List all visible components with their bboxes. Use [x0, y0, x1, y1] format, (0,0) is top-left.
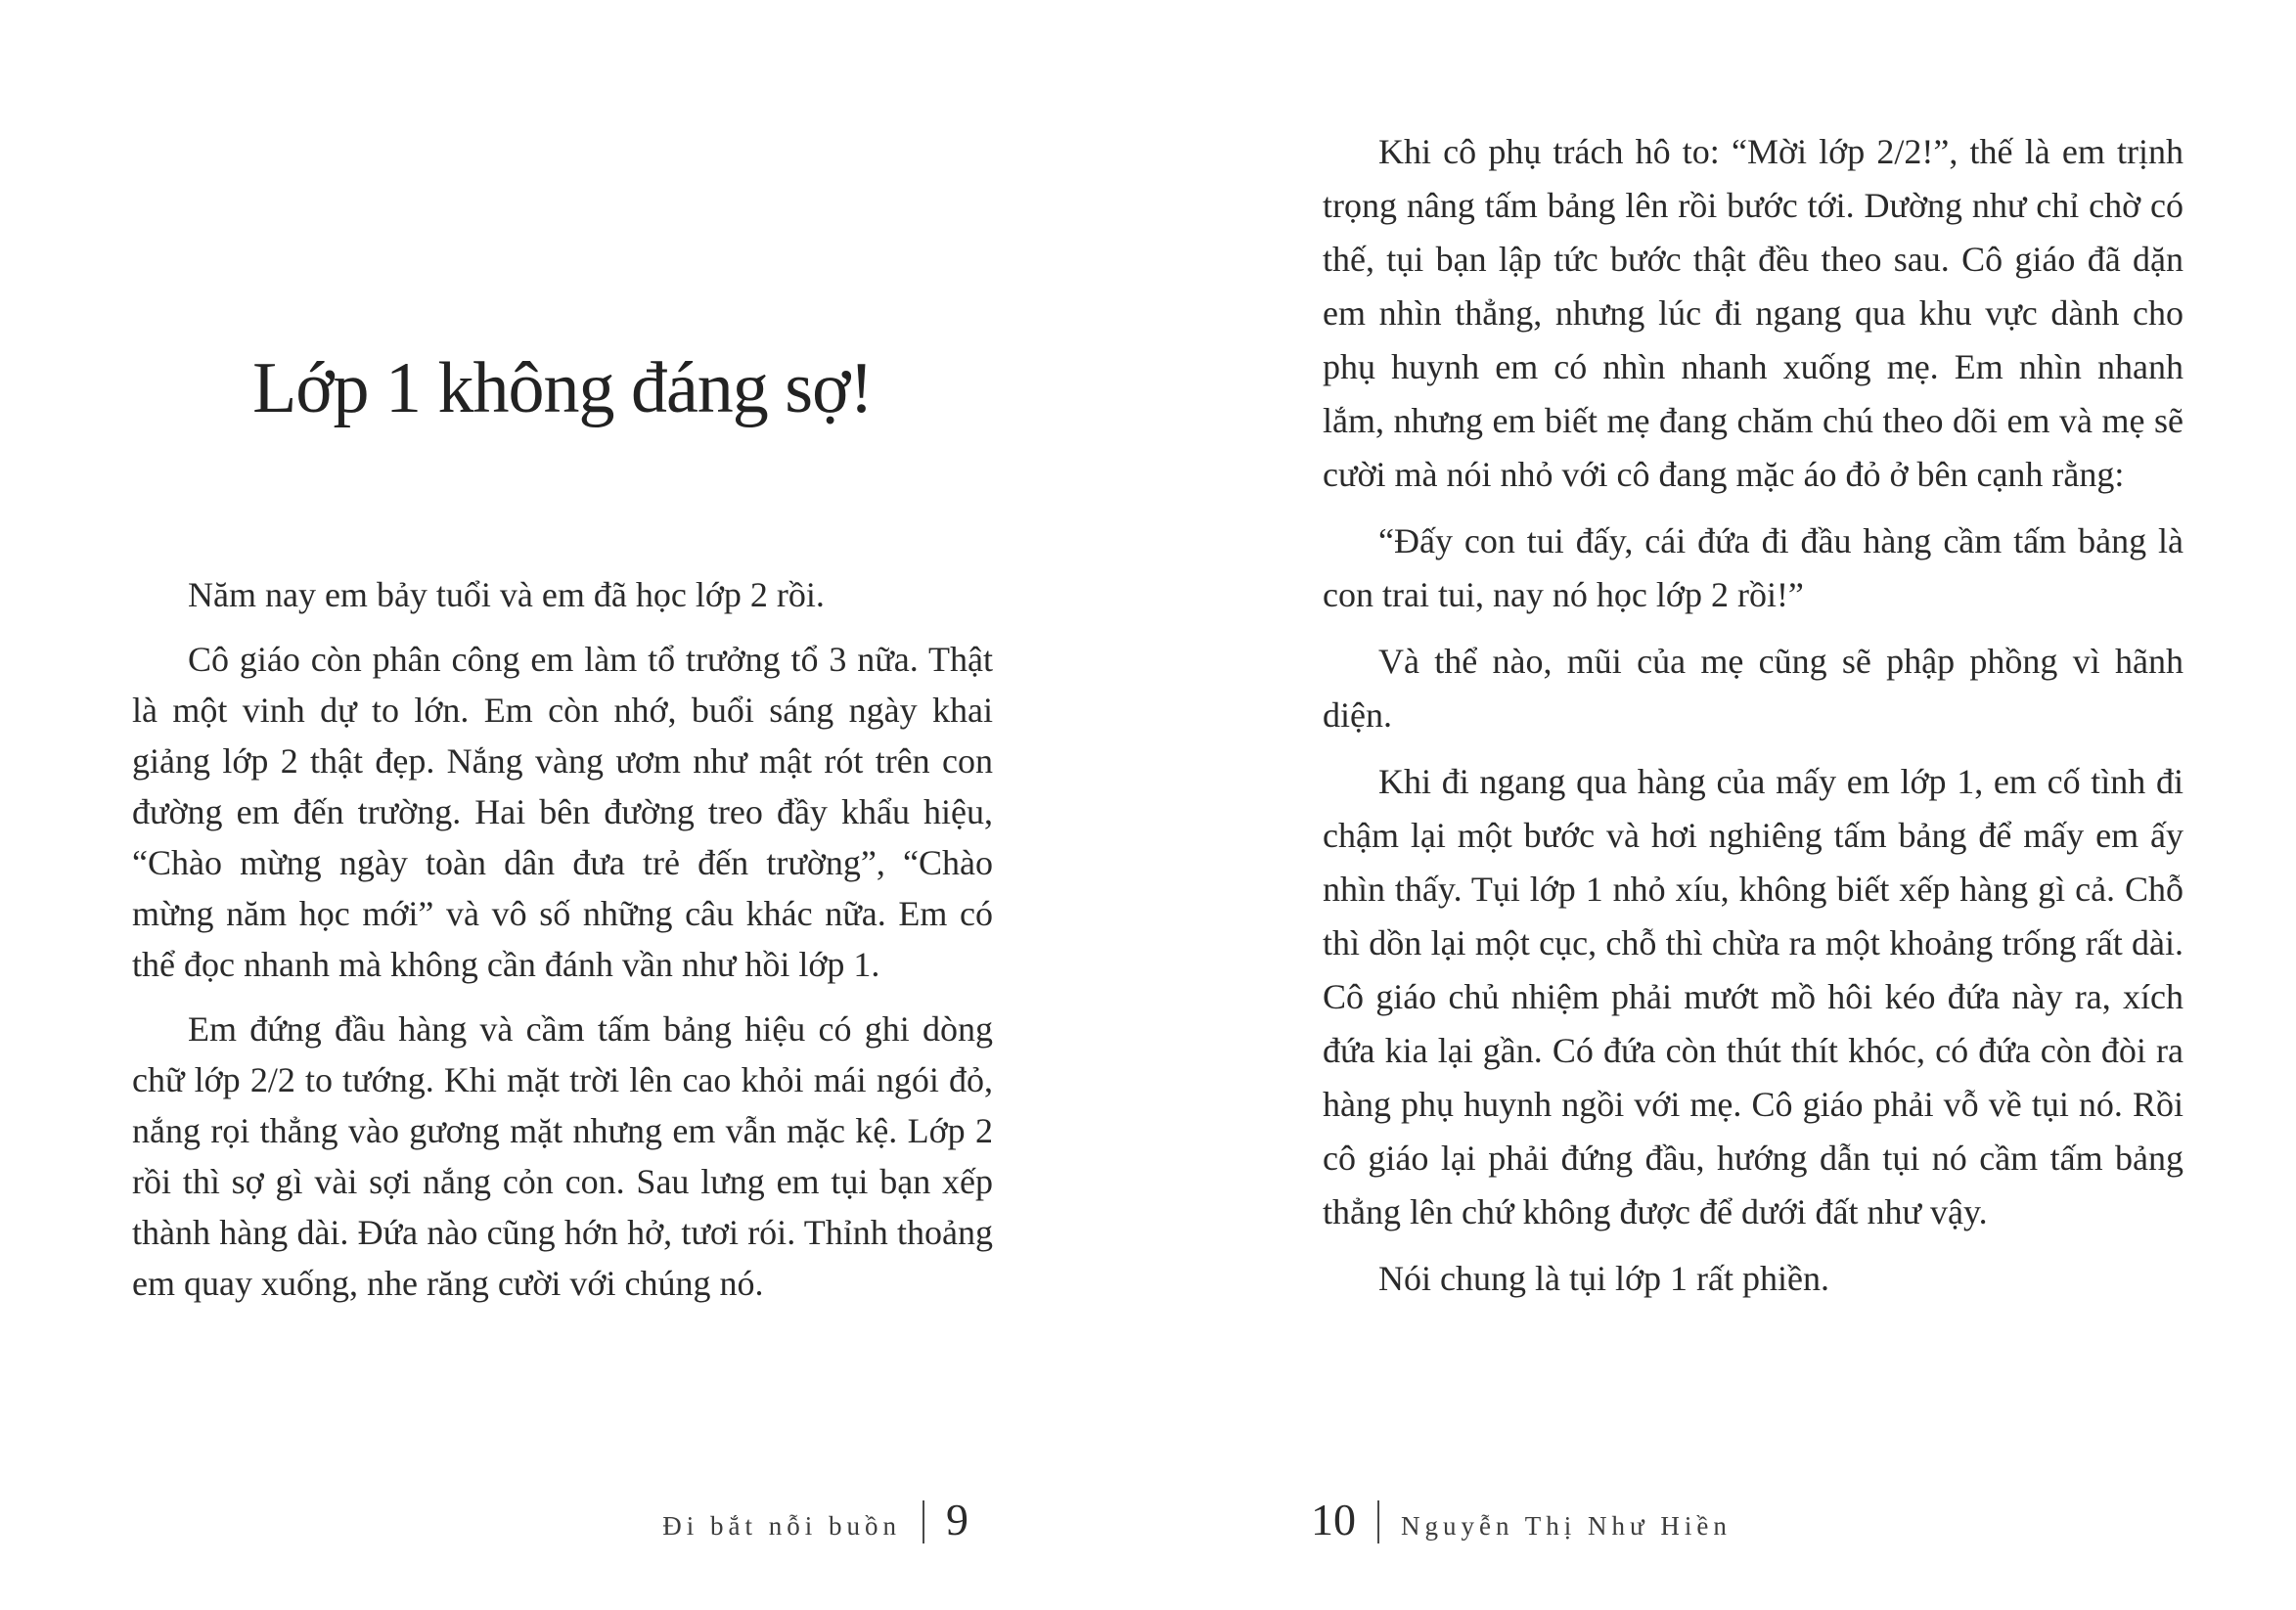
paragraph: Em đứng đầu hàng và cầm tấm bảng hiệu có ghi dòng chữ lớp 2/2 to tướng. Khi mặt trời lên cao khỏi mái ngói đỏ, nắng rọi thẳng vào gương mặt nhưng em vẫn mặc kệ. Lớp 2 rồi thì sợ gì vài sợi nắng cỏn con. Sau lưng em tụi bạn xếp thành hàng dài. Đứa nào cũng hớn hở, tươi rói. Thỉnh thoảng em quay xuống, nhe răng cười với chúng nó.	[132, 1009, 993, 1303]
footer-divider	[1377, 1500, 1379, 1543]
paragraph: “Đấy con tui đấy, cái đứa đi đầu hàng cầm tấm bảng là con trai tui, nay nó học lớp 2 rồi!”	[1323, 521, 2183, 614]
paragraph: Nói chung là tụi lớp 1 rất phiền.	[1378, 1259, 1829, 1298]
chapter-title: Lớp 1 không đáng sợ!	[252, 348, 873, 428]
paragraph: Khi đi ngang qua hàng của mấy em lớp 1, em cố tình đi chậm lại một bước và hơi nghiêng tấm bảng để mấy em ấy nhìn thấy. Tụi lớp 1 nhỏ xíu, không biết xếp hàng gì cả. Chỗ thì dồn lại một cục, chỗ thì chừa ra một khoảng trống rất dài. Cô giáo chủ nhiệm phải mướt mồ hôi kéo đứa này ra, xích đứa kia lại gần. Có đứa còn thút thít khóc, có đứa còn đòi ra hàng phụ huynh ngồi với mẹ. Cô giáo phải vỗ về tụi nó. Rồi cô giáo lại phải đứng đầu, hướng dẫn tụi nó cầm tấm bảng thẳng lên chứ không được để dưới đất như vậy.	[1323, 762, 2183, 1231]
paragraph: Cô giáo còn phân công em làm tổ trưởng tổ 3 nữa. Thật là một vinh dự to lớn. Em còn nhớ, buổi sáng ngày khai giảng lớp 2 thật đẹp. Nắng vàng ươm như mật rót trên con đường em đến trường. Hai bên đường treo đầy khẩu hiệu, “Chào mừng ngày toàn dân đưa trẻ đến trường”, “Chào mừng năm học mới” và vô số những câu khác nữa. Em có thể đọc nhanh mà không cần đánh vần như hồi lớp 1.	[132, 640, 993, 984]
left-page-body	[132, 569, 993, 1309]
running-author-name: Nguyễn Thị Như Hiền	[1401, 1511, 1732, 1541]
right-page-footer	[1311, 1494, 1732, 1545]
page-number-right: 10	[1311, 1495, 1356, 1544]
running-book-title: Đi bắt nỗi buồn	[662, 1511, 901, 1541]
paragraph: Và thể nào, mũi của mẹ cũng sẽ phập phồng vì hãnh diện.	[1323, 642, 2183, 735]
left-page-footer	[132, 1494, 968, 1545]
page-number-left: 9	[946, 1495, 968, 1544]
right-page-body	[1323, 125, 2183, 1306]
paragraph: Năm nay em bảy tuổi và em đã học lớp 2 rồi.	[188, 575, 825, 614]
left-page	[132, 0, 993, 1610]
right-page	[1323, 0, 2183, 1610]
paragraph: Khi cô phụ trách hô to: “Mời lớp 2/2!”, thế là em trịnh trọng nâng tấm bảng lên rồi bước tới. Dường như chỉ chờ có thế, tụi bạn lập tức bước thật đều theo sau. Cô giáo đã dặn em nhìn thẳng, nhưng lúc đi ngang qua khu vực dành cho phụ huynh em có nhìn nhanh xuống mẹ. Em nhìn nhanh lắm, nhưng em biết mẹ đang chăm chú theo dõi em và mẹ sẽ cười mà nói nhỏ với cô đang mặc áo đỏ ở bên cạnh rằng:	[1323, 132, 2183, 494]
footer-divider	[923, 1500, 924, 1543]
